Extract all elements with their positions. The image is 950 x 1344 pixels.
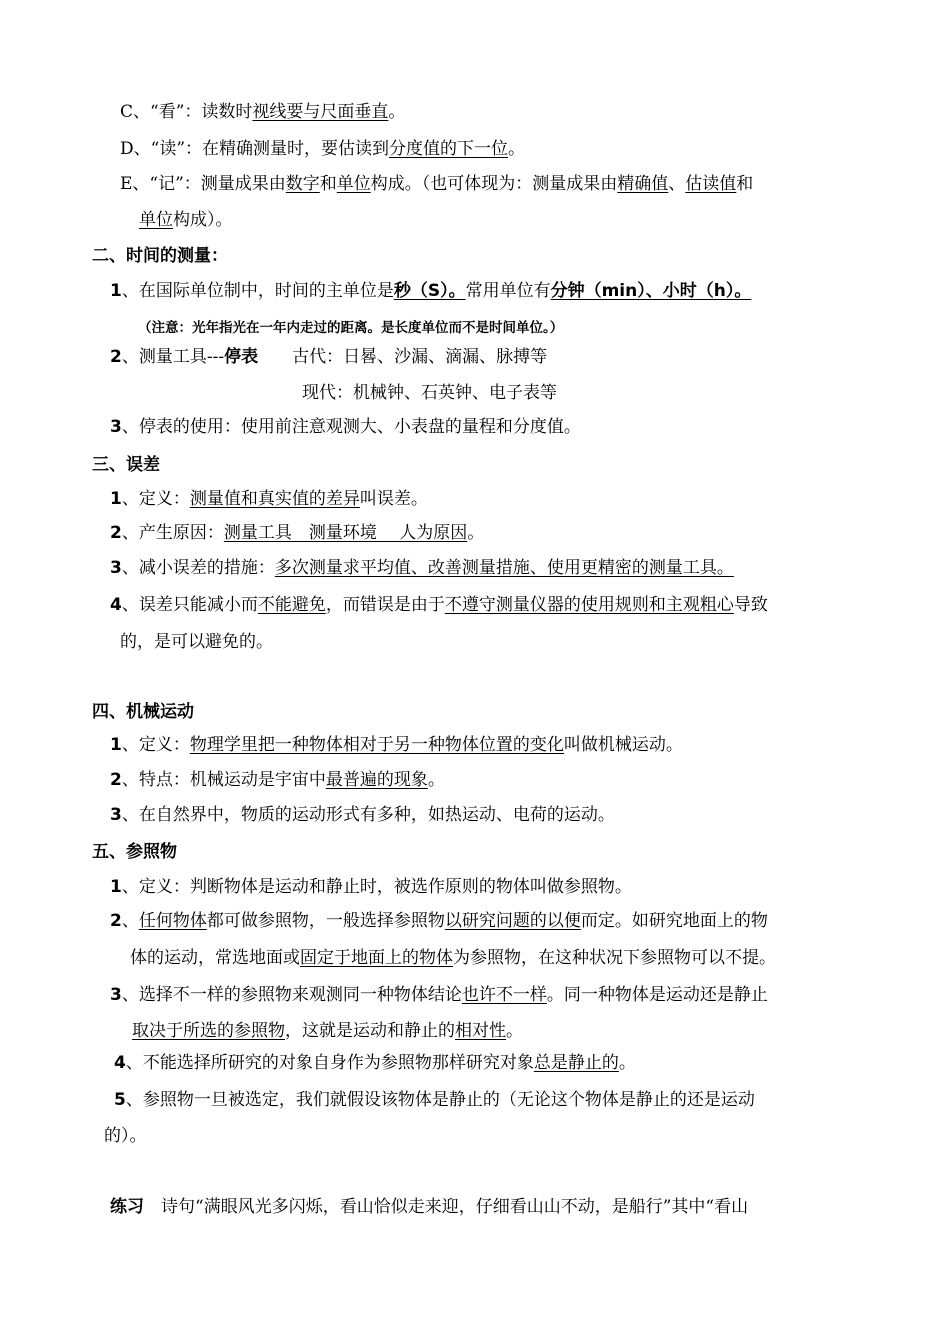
text-run: 叫误差。 [359,489,428,509]
text-run: 。 [506,1021,523,1041]
section-heading [92,841,177,863]
text-line [110,280,751,302]
text-run: 2 [110,911,122,931]
text-run: 测量工具 测量环境 人为原因 [223,523,468,543]
section-heading [92,701,194,723]
text-run: 叫做机械运动。 [563,735,683,755]
text-run: ，而错误是由于 [325,595,445,615]
text-run: 、停表的使用：使用前注意观测大、小表盘的量程和分度值。 [121,417,581,437]
text-run: 相对性 [455,1021,506,1041]
text-run: 5 [114,1090,126,1110]
text-run: 、测量工具--- [121,347,225,367]
text-line [302,382,557,404]
text-line [110,522,484,544]
text-line [104,1125,147,1147]
text-run: ，这就是运动和静止的 [285,1021,455,1041]
text-run: 。 [467,523,485,543]
text-run: 构成。（也可体现为：测量成果由 [370,174,618,194]
text-run: 、参照物一旦被选定，我们就假设该物体是静止的（无论这个物体是静止的还是运动 [125,1090,755,1110]
text-run: 2 [110,523,122,543]
text-run: 最普遍的现象 [325,770,428,790]
text-line [132,1020,523,1042]
text-run: 。 [618,1053,636,1073]
note-line [138,316,563,339]
text-run: 、特点：机械运动是宇宙中 [121,770,326,790]
text-run: 2 [110,347,122,367]
text-run: 单位 [139,210,173,230]
text-run: 、 [121,911,139,931]
text-run: 4 [110,595,122,615]
text-run: 、减小误差的措施： [121,558,275,578]
text-run: 的）。 [104,1126,147,1146]
text-run: 和 [319,174,337,194]
text-run: E、“记”：测量成果由 [120,174,286,194]
text-line [110,346,547,368]
text-run: 固定于地面上的物体 [300,948,453,968]
text-run: 的，是可以避免的。 [120,632,273,652]
text-line [110,557,734,579]
text-run: 分度值的下一位 [389,139,509,159]
text-run: 诗句“满眼风光多闪烁，看山恰似走来迎，仔细看山山不动，是船行”其中“看山 [144,1197,749,1217]
text-run: 1 [110,735,122,755]
text-run: （注意：光年指光在一年内走过的距离。是长度单位而不是时间单位。） [138,320,564,336]
text-run: 不遵守测量仪器的使用规则和主观粗心 [444,595,734,615]
text-line [120,173,753,195]
text-line [114,1089,755,1111]
text-run: 而定。如研究地面上的物 [580,911,768,931]
text-line [120,631,273,653]
text-line [110,984,768,1006]
text-run: 、在自然界中，物质的运动形式有多种，如热运动、电荷的运动。 [121,805,615,825]
text-run: 1 [110,877,122,897]
text-run: 停表 [224,347,259,367]
text-run: 、不能选择所研究的对象自身作为参照物那样研究对象 [125,1053,534,1073]
text-run: 、产生原因： [121,523,224,543]
text-run: 2 [110,770,122,790]
text-run: 练习 [110,1197,144,1217]
text-run: 分钟（min）、小时（h）。 [550,281,752,301]
text-run: 二、时间的测量： [92,246,228,266]
text-run: 、定义： [121,489,190,509]
text-run: 估读值 [685,174,737,194]
text-run: 三、误差 [92,455,160,475]
text-line [130,947,776,969]
text-run: 取决于所选的参照物 [132,1021,285,1041]
text-line [139,209,233,231]
text-run: 单位 [336,174,371,194]
text-run: 常用单位有 [465,281,551,301]
text-run: 古代：日晷、沙漏、滴漏、脉搏等 [258,347,548,367]
text-run: C、“看”：读数时 [120,102,253,122]
text-run: 。 [427,770,445,790]
text-run: D、“读”：在精确测量时，要估读到 [120,139,390,159]
text-run: 3 [110,805,122,825]
text-run: 物理学里把一种物体相对于另一种物体位置的变化 [189,735,564,755]
text-line [120,101,405,123]
text-run: 3 [110,985,122,1005]
text-line [114,1052,636,1074]
text-line [110,1196,748,1218]
text-run: 视线要与尺面垂直 [252,102,389,122]
text-run: 不能避免 [257,595,326,615]
text-run: 五、参照物 [92,842,177,862]
text-run: 、定义： [121,735,190,755]
text-line [110,910,768,932]
text-run: 精确值 [617,174,669,194]
text-line [110,734,683,756]
text-run: 1 [110,489,122,509]
text-run: 为参照物，在这种状况下参照物可以不提。 [453,948,776,968]
text-run: 和 [736,174,754,194]
section-heading [92,245,228,267]
section-heading [92,454,160,476]
text-run: 都可做参照物，一般选择参照物 [206,911,445,931]
text-run: 、误差只能减小而 [121,595,258,615]
text-run: 以研究问题的以便 [444,911,581,931]
text-line [110,769,445,791]
text-run: 、定义：判断物体是运动和静止时，被选作原则的物体叫做参照物。 [121,877,632,897]
text-run: 构成）。 [173,210,233,230]
text-run: 数字 [285,174,320,194]
text-line [110,488,428,510]
text-run: 也许不一样 [461,985,547,1005]
text-line [110,804,615,826]
text-run: 四、机械运动 [92,702,194,722]
text-run: 、在国际单位制中，时间的主单位是 [121,281,394,301]
text-run: 导致 [733,595,768,615]
text-run: 现代：机械钟、石英钟、电子表等 [302,383,557,403]
text-run: 任何物体 [138,911,207,931]
text-run: 、选择不一样的参照物来观测同一种物体结论 [121,985,462,1005]
text-line [120,138,525,160]
text-run: 秒（S）。 [393,281,466,301]
text-run: 、 [668,174,686,194]
text-run: 3 [110,558,122,578]
text-run: 测量值和真实值的差异 [189,489,360,509]
text-run: 4 [114,1053,126,1073]
text-run: 。 [508,139,526,159]
text-run: 总是静止的 [533,1053,619,1073]
text-line [110,876,632,898]
text-run: 体的运动，常选地面或 [130,948,300,968]
text-run: 。同一种物体是运动还是静止 [546,985,768,1005]
text-line [110,416,581,438]
text-run: 1 [110,281,122,301]
text-run: 3 [110,417,122,437]
text-run: 多次测量求平均值、改善测量措施、使用更精密的测量工具。 [274,558,734,578]
text-run: 。 [388,102,406,122]
text-line [110,594,768,616]
